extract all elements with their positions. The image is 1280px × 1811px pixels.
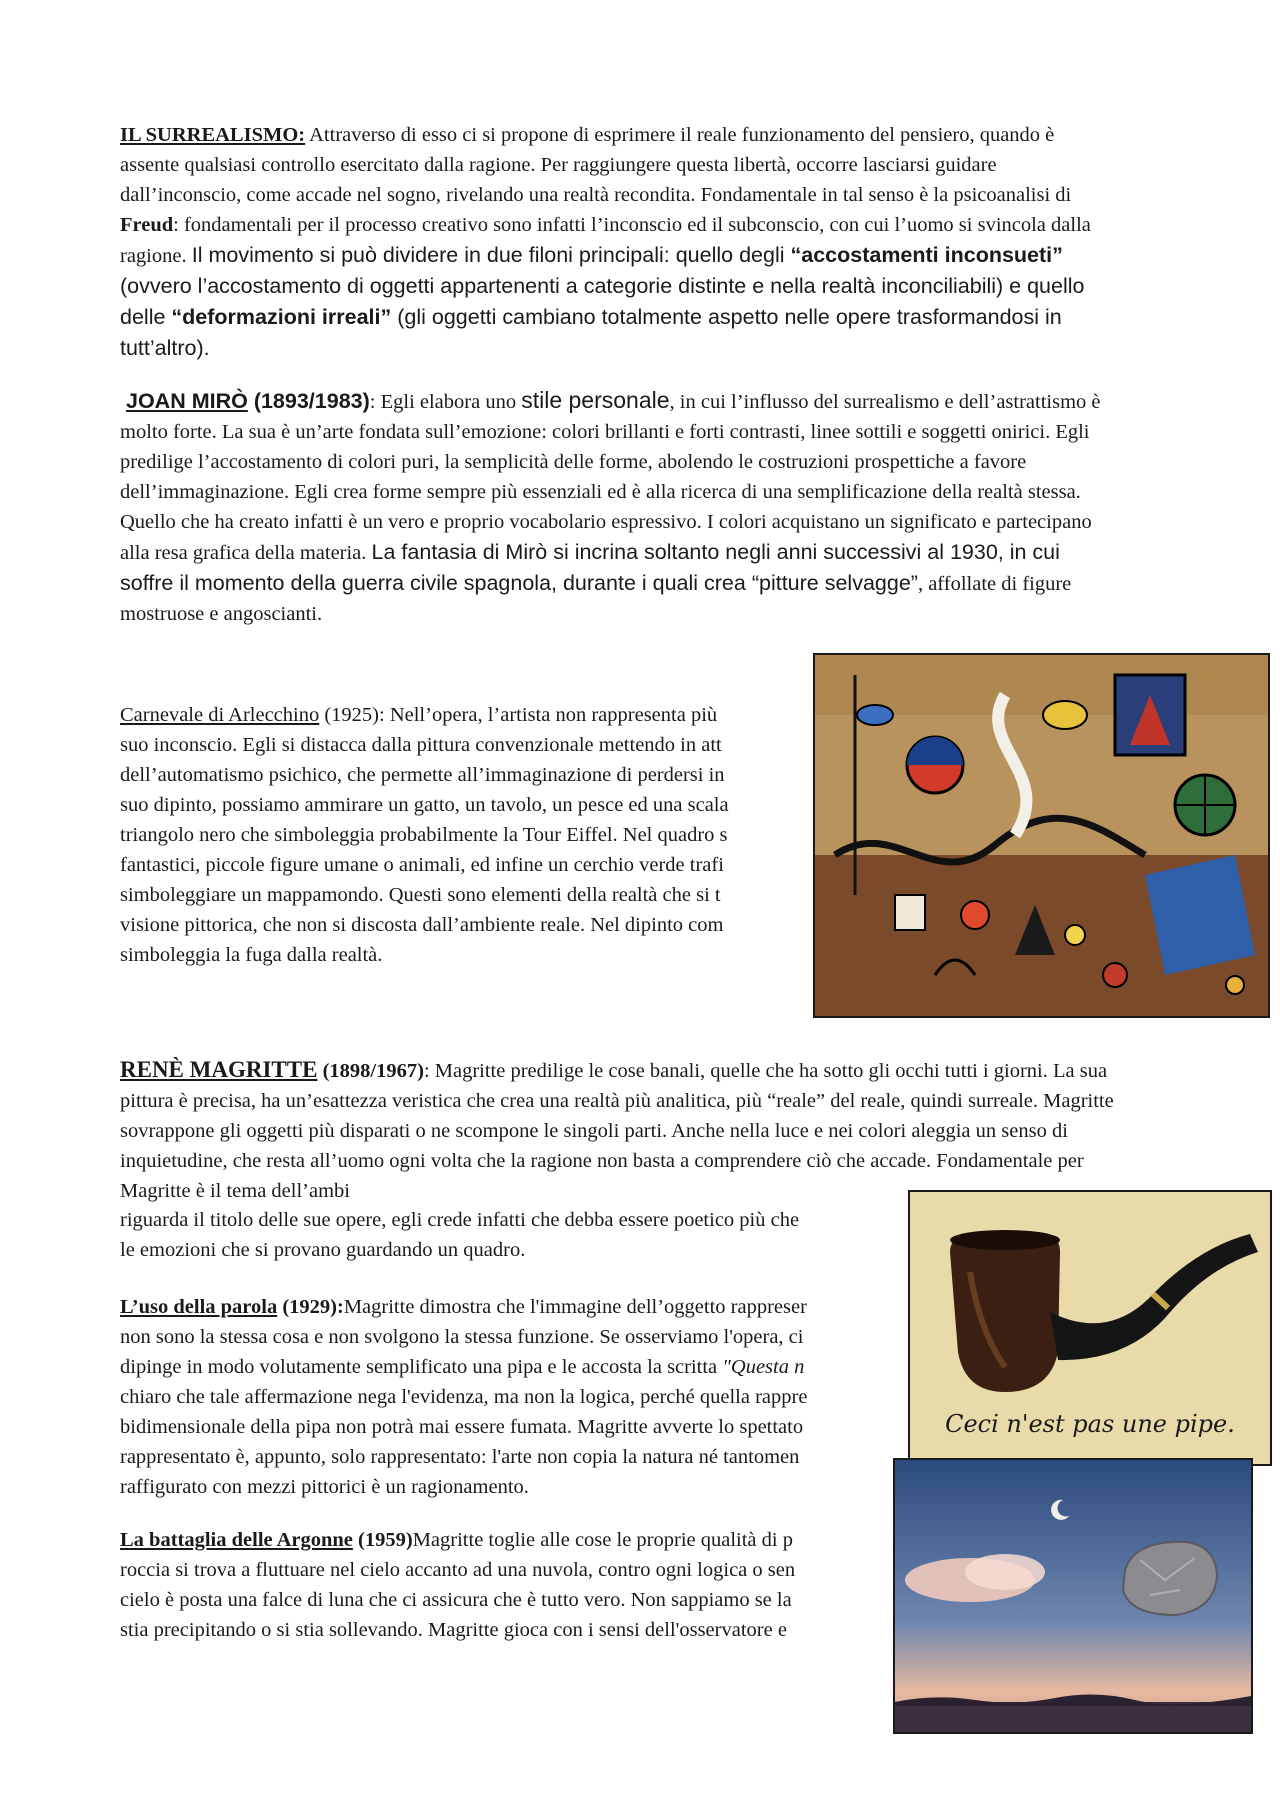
carnevale-line-9: simboleggia la fuga dalla realtà. [120, 944, 383, 966]
miro-heading: JOAN MIRÒ [126, 389, 248, 413]
magritte-dates: (1898/1967) [317, 1060, 424, 1082]
carnevale-painting-art [815, 655, 1268, 1016]
carnevale-line-7: simboleggiare un mappamondo. Questi sono elementi della realtà che si t [120, 884, 721, 906]
carnevale-paragraph [120, 700, 820, 970]
argonne-title: La battaglia delle Argonne [120, 1529, 353, 1551]
parola-text-1: Magritte dimostra che l'immagine dell’oggetto rappreser [343, 1296, 807, 1318]
argonne-line-4: stia precipitando o si stia sollevando. Magritte gioca con i sensi dell'osservatore e [120, 1619, 787, 1641]
argonne-text-1: Magritte toglie alle cose le proprie qualità di p [412, 1529, 793, 1551]
carnevale-line-3: dell’automatismo psichico, che permette all’immaginazione di perdersi in [120, 764, 725, 786]
parola-text-3a: dipinge in modo volutamente semplificato una pipa e le accosta la scritta [120, 1356, 723, 1378]
carnevale-line-8: visione pittorica, che non si discosta dall’ambiente reale. Nel dipinto com [120, 914, 724, 936]
surrealismo-heading: IL SURREALISMO: [120, 124, 306, 146]
carnevale-year: (1925) [319, 704, 380, 726]
miro-text-4: , affollate di figure mostruose e angoscianti. [120, 573, 1072, 625]
surrealismo-text-4: (ovvero l’accostamento di oggetti appartenenti a categorie distinte e nella realtà inconciliabili) e quello delle [120, 274, 1085, 329]
parola-line-3 [120, 1352, 910, 1382]
argonne-painting-art [895, 1460, 1251, 1732]
argonne-year: (1959) [352, 1529, 413, 1551]
magritte-line-6: riguarda il titolo delle sue opere, egli crede infatti che debba essere poetico più che [120, 1209, 800, 1231]
magritte-heading: RENÈ MAGRITTE [120, 1057, 318, 1082]
pipe-painting [908, 1190, 1272, 1466]
miro-text-1: , in cui l’influsso del surrealismo e dell’astrattismo è molto forte. La sua è un’arte fondata sull’emozione: colori brillanti e forti contrasti, linee sottili e soggetti onirici. Egli predilige l’accostamento di colori puri, la semplicità delle forme, abolendo le costruzioni prospettiche a favore dell’immaginazione. Egli crea forme sempre più essenziali ed è alla ricerca di una semplificazione della realtà stessa. Quello che ha creato infatti è un vero e proprio vocabolario espressivo. I colori acquistano un significato e partecipano alla resa grafica della materia. [120, 391, 1101, 564]
argonne-line-3: cielo è posta una falce di luna che ci assicura che è tutto vero. Non sappiamo se la [120, 1589, 792, 1611]
parola-line-5: bidimensionale della pipa non potrà mai essere fumata. Magritte avverte lo spettato [120, 1416, 804, 1438]
parola-line-2: non sono la stessa cosa e non svolgono la stessa funzione. Se osserviamo l'opera, ci [120, 1326, 804, 1348]
parola-line-6: rappresentato è, appunto, solo rappresentato: l'arte non copia la natura né tantomen [120, 1446, 800, 1468]
parola-line-1 [120, 1292, 910, 1322]
surrealismo-paragraph [120, 120, 1118, 364]
deformazioni-term: “deformazioni irreali” [171, 305, 392, 329]
miro-stile-personale: stile personale [521, 387, 670, 413]
argonne-line-1 [120, 1525, 900, 1555]
parola-line-4: chiaro che tale affermazione nega l'evidenza, ma non la logica, perché quella rappre [120, 1386, 808, 1408]
surrealismo-text-1: Attraverso di esso ci si propone di esprimere il reale funzionamento del pensiero, quando è assente qualsiasi controllo esercitato dalla ragione. Per raggiungere questa libertà, occorre lasciarsi guidare dall’inconscio, come accade nel sogno, rivelando una realtà recondita. Fondamentale in tal senso è la psicoanalisi di [120, 124, 1072, 206]
magritte-text-wrap [120, 1055, 1118, 1205]
carnevale-line-6: fantastici, piccole figure umane o animali, ed infine un cerchio verde trafi [120, 854, 724, 876]
carnevale-line-5: triangolo nero che simboleggia probabilmente la Tour Eiffel. Nel quadro s [120, 824, 728, 846]
parola-paragraph [120, 1292, 910, 1502]
carnevale-line-2: suo inconscio. Egli si distacca dalla pittura convenzionale mettendo in att [120, 734, 722, 756]
magritte-text: : Magritte predilige le cose banali, quelle che ha sotto gli occhi tutti i giorni. La sua pittura è precisa, ha un’esattezza veristica che crea una realtà più analitica, più “reale” del reale, quindi surreale. Magritte sovrappone gli oggetti più disparati o ne scompone le singoli parti. Anche nella luce e nei colori aleggia un senso di inquietudine, che resta all’uomo ogni volta che la ragione non basta a comprendere ciò che accade. Fondamentale per Magritte è il tema dell’ambi [120, 1060, 1114, 1202]
accostamenti-term: “accostamenti inconsueti” [790, 243, 1063, 267]
carnevale-line-1 [120, 700, 820, 730]
miro-paragraph [120, 385, 1118, 629]
miro-dates: (1893/1983) [247, 389, 370, 413]
carnevale-painting [813, 653, 1270, 1018]
surrealismo-text-3: Il movimento si può dividere in due filoni principali: quello degli [191, 243, 791, 267]
parola-year: (1929): [277, 1296, 344, 1318]
magritte-line-7: le emozioni che si provano guardando un quadro. [120, 1239, 526, 1261]
parola-quote: "Questa n [722, 1356, 805, 1378]
freud-name: Freud [120, 214, 174, 236]
argonne-paragraph [120, 1525, 900, 1645]
miro-pitture-selvagge: “pitture selvagge” [751, 571, 918, 595]
carnevale-text: : Nell’opera, l’artista non rappresenta più [379, 704, 718, 726]
pipe-painting-art [910, 1192, 1270, 1464]
miro-text-0: : Egli elabora uno [369, 391, 522, 413]
surrealismo-text-5: (gli oggetti cambiano totalmente aspetto nelle opere trasformandosi in tutt’altro). [120, 305, 1062, 360]
surrealismo-text-2: : fondamentali per il processo creativo sono infatti l’inconscio ed il subconscio, con cui l’uomo si svincola dalla ragione. [120, 214, 1091, 267]
miro-text-2: La fantasia di Mirò si incrina soltanto negli anni successivi al 1930, in cui soffre il momento della guerra civile spagnola, durante i quali crea [120, 540, 1060, 595]
pipe-caption: Ceci n'est pas une pipe. [945, 1410, 1235, 1438]
carnevale-line-4: suo dipinto, possiamo ammirare un gatto, un tavolo, un pesce ed una scala [120, 794, 729, 816]
argonne-line-2: roccia si trova a fluttuare nel cielo accanto ad una nuvola, contro ogni logica o sen [120, 1559, 796, 1581]
argonne-painting [893, 1458, 1253, 1734]
parola-line-7: raffigurato con mezzi pittorici è un ragionamento. [120, 1476, 529, 1498]
parola-title: L’uso della parola [120, 1296, 278, 1318]
carnevale-title: Carnevale di Arlecchino [120, 704, 320, 726]
